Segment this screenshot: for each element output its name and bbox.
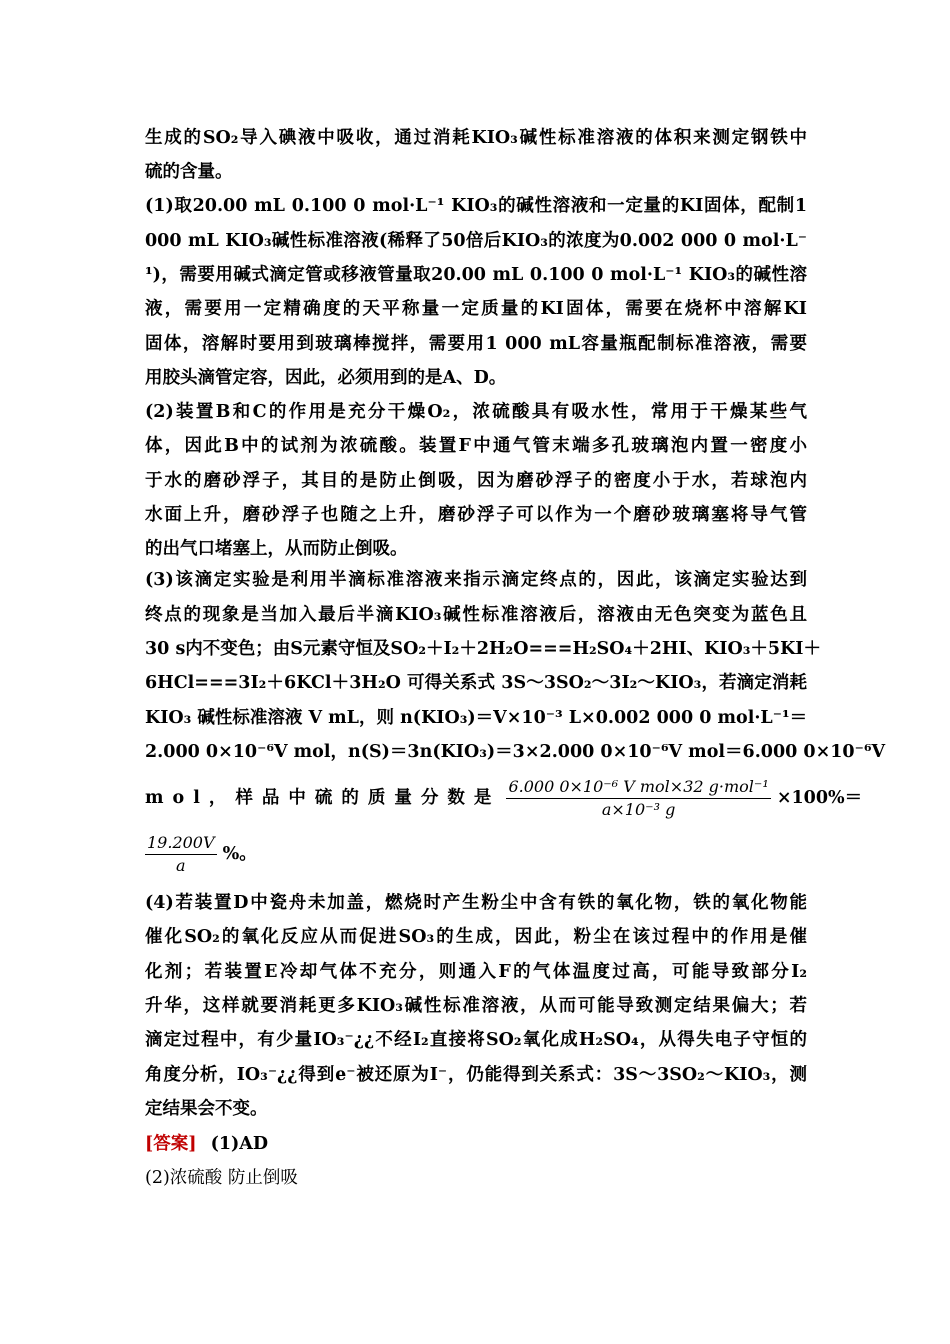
text-line: 生成的SO₂导入碘液中吸收，通过消耗KIO₃碱性标准溶液的体积来测定钢铁中 xyxy=(145,128,807,148)
text-line: 2.000 0×10⁻⁶V mol，n(S)＝3n(KIO₃)＝3×2.000 0×10⁻⁶V mol＝6.000 0×10⁻⁶V xyxy=(145,742,886,762)
text-line: ¹)，需要用碱式滴定管或移液管量取20.00 mL 0.100 0 mol·L⁻¹ KIO₃的碱性溶 xyxy=(145,265,807,285)
text-line: (2)装置B和C的作用是充分干燥O₂，浓硫酸具有吸水性，常用于干燥某些气 xyxy=(145,402,807,422)
text-span: mol，样品中硫的质量分数是 xyxy=(145,788,501,808)
text-line: 终点的现象是当加入最后半滴KIO₃碱性标准溶液后，溶液由无色突变为蓝色且 xyxy=(145,605,807,625)
answer-line: (2)浓硫酸 防止倒吸 xyxy=(145,1168,298,1188)
answer-tag: [答案] xyxy=(145,1134,197,1154)
text-line: 水面上升，磨砂浮子也随之上升，磨砂浮子可以作为一个磨砂玻璃塞将导气管 xyxy=(145,505,807,525)
text-line: (4)若装置D中瓷舟未加盖，燃烧时产生粉尘中含有铁的氧化物，铁的氧化物能 xyxy=(145,893,807,913)
text-line: (1)取20.00 mL 0.100 0 mol·L⁻¹ KIO₃的碱性溶液和一定量的KI固体，配制1 xyxy=(145,196,807,216)
text-line: 于水的磨砂浮子，其目的是防止倒吸，因为磨砂浮子的密度小于水，若球泡内 xyxy=(145,471,807,491)
formula-line xyxy=(145,774,863,822)
text-line: 升华，这样就要消耗更多KIO₃碱性标准溶液，从而可能导致测定结果偏大；若 xyxy=(145,996,807,1016)
text-line: 液，需要用一定精确度的天平称量一定质量的KI固体，需要在烧杯中溶解KI xyxy=(145,299,807,319)
text-span: ×100%＝ xyxy=(776,788,863,808)
fraction-numerator: 6.000 0×10⁻⁶ V mol×32 g·mol⁻¹ xyxy=(506,776,770,799)
text-line: 催化SO₂的氧化反应从而促进SO₃的生成，因此，粉尘在该过程中的作用是催 xyxy=(145,927,807,947)
fraction-numerator: 19.200V xyxy=(145,832,217,855)
sulfur-fraction xyxy=(506,776,770,821)
text-line: 30 s内不变色；由S元素守恒及SO₂＋I₂＋2H₂O===H₂SO₄＋2HI、KIO₃＋5KI＋ xyxy=(145,639,821,659)
text-line: 化剂；若装置E冷却气体不充分，则通入F的气体温度过高，可能导致部分I₂ xyxy=(145,962,807,982)
text-line: 用胶头滴管定容，因此，必须用到的是A、D。 xyxy=(145,368,507,388)
text-line: 滴定过程中，有少量IO₃⁻¿¿不经I₂直接将SO₂氧化成H₂SO₄，从得失电子守恒的 xyxy=(145,1030,807,1050)
formula-line xyxy=(145,830,807,878)
result-fraction xyxy=(145,832,217,877)
text-line: 硫的含量。 xyxy=(145,162,233,182)
fraction-denominator: a xyxy=(176,856,186,875)
text-line: 的出气口堵塞上，从而防止倒吸。 xyxy=(145,539,408,559)
text-line: KIO₃ 碱性标准溶液 V mL，则 n(KIO₃)＝V×10⁻³ L×0.002 000 0 mol·L⁻¹＝ xyxy=(145,708,808,728)
text-line: 定结果会不变。 xyxy=(145,1099,268,1119)
text-line: (3)该滴定实验是利用半滴标准溶液来指示滴定终点的，因此，该滴定实验达到 xyxy=(145,570,807,590)
text-line: 000 mL KIO₃碱性标准溶液(稀释了50倍后KIO₃的浓度为0.002 000 0 mol·L⁻ xyxy=(145,231,807,251)
answer-line xyxy=(145,1132,807,1156)
text-line: 体，因此B中的试剂为浓硫酸。装置F中通气管末端多孔玻璃泡内置一密度小 xyxy=(145,436,807,456)
text-span: %。 xyxy=(222,844,257,864)
fraction-denominator: a×10⁻³ g xyxy=(601,800,676,819)
text-line: 角度分析，IO₃⁻¿¿得到e⁻被还原为I⁻，仍能得到关系式：3S～3SO₂～KIO₃，测 xyxy=(145,1065,807,1085)
answer-text: (1)AD xyxy=(210,1134,269,1154)
text-line: 固体，溶解时要用到玻璃棒搅拌，需要用1 000 mL容量瓶配制标准溶液，需要 xyxy=(145,334,807,354)
text-line: 6HCl===3I₂＋6KCl＋3H₂O 可得关系式 3S～3SO₂～3I₂～KIO₃，若滴定消耗 xyxy=(145,673,807,693)
